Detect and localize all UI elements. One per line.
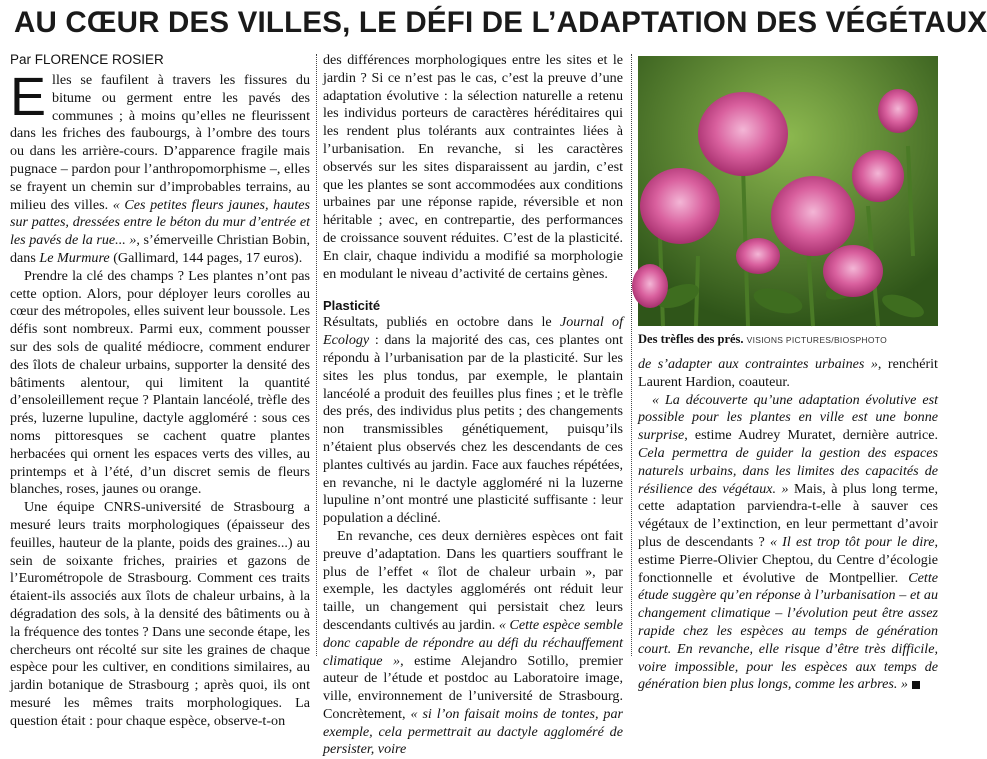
paragraph: Une équipe CNRS-université de Strasbourg a mesuré leurs traits morphologiques (épaisseur des feuilles, hauteur de la plante, poids des graines...) au sein de soixante friches, prairies et gazons de l’Eurométropole de Strasbourg. Comment ces traits étaient-ils associés aux îlots de chaleur urbains, à la dégradation des sols, à la densité des bâtiments ou à la fréquence des tontes ? Dans une seconde étape, les chercheurs ont récolté sur site les graines de chaque espèce pour les cultiver, en conditions similaires, au jardin botanique de Strasbourg ; après quoi, ils ont mesuré les mêmes traits morphologiques. La question était : pour chaque espèce, observe-t-on [10,499,310,729]
column-2 [323,52,623,758]
paragraph: « La découverte qu’une adaptation évolutive est possible pour les plantes en ville est une bonne surprise, estime Audrey Muratet, dernière autrice. Cela permettra de guider la gestion des espaces naturels urbains, dans les limites des capacités de résilience des végétaux. » Mais, à plus long terme, cette adaptation parviendra-t-elle à sauver ces végétaux de l’extinction, en leur permettant d’avoir plus de descendants ? « Il est trop tôt pour le dire, estime Pierre-Olivier Cheptou, du Centre d’écologie fonctionnelle et évolutive de Montpellier. Cette étude suggère qu’en réponse à l’urbanisation – et au changement climatique – l’évolution peut être assez rapide chez les espèces au temps de génération court. En revanche, elle risque d’être très difficile, voire impossible, pour les espèces aux temps de génération bien plus longs, comme les arbres. » [638,391,938,693]
subheading: Plasticité [323,298,381,314]
drop-cap: E [10,67,47,127]
column-1 [10,67,310,729]
clover-photo [638,56,938,326]
photo-caption: Des trèfles des prés. VISIONS PICTURES/BIOSPHOTO [638,332,888,346]
end-mark [912,681,920,689]
paragraph: Résultats, publiés en octobre dans le Journal of Ecology : dans la majorité des cas, ces plantes ont répondu à l’urbanisation par de la plasticité. Sur les sites les plus tondus, par exemple, le plantain lancéolé a produit des feuilles plus fines ; et le trèfle des prés, des individus plus petits ; des changements non transmissibles génétiquement, puisqu’ils n’étaient plus observés chez les descendants de ces plantes cultivés au jardin. Face aux fauches répétées, en revanche, ni le dactyle aggloméré ni la luzerne lupuline n’ont montré une plasticité suffisante : leur population a décliné. [323,314,623,527]
photo-credit: VISIONS PICTURES/BIOSPHOTO [746,335,888,345]
column-divider [631,54,632,656]
paragraph: Prendre la clé des champs ? Les plantes n’ont pas cette option. Alors, pour déployer leurs corolles au cœur des métropoles, elles suivent leur boussole. Les défis sont nombreux. Parmi eux, comment pousser sur des sols de qualité médiocre, comment endurer des îlots de chaleur urbains, supporter la densité des bâtiments alentour, qui limitent la quantité d’ensoleillement reçue ? Plantain lancéolé, trèfle des prés, luzerne lupuline, dactyle aggloméré : sous ces noms pittoresques se cachent quatre plantes herbacées qui ornent les espaces verts des villes, au printemps et à l’été, d’un discret semis de fleurs blanches, roses, jaunes ou orange. [10,267,310,498]
paragraph: de s’adapter aux contraintes urbaines », renchérit Laurent Hardion, coauteur. [638,356,938,390]
paragraph: Elles se faufilent à travers les fissures du bitume ou germent entre les pavés des communes ; à moins qu’elles ne fleurissent dans les friches des faubourgs, à l’ombre des tours ou dans les arrière-cours. D’apparence fragile mais pugnace – pardon pour l’anthropomorphisme –, elles se frayent un chemin sur d’improbables terrains, au milieu des villes. « Ces petites fleurs jaunes, hautes sur pattes, dressées entre le béton du mur d’entrée et les pavés de la rue... », s’émerveille Christian Bobin, dans Le Murmure (Gallimard, 144 pages, 17 euros). [10,67,310,266]
headline: AU CŒUR DES VILLES, LE DÉFI DE L’ADAPTATION DES VÉGÉTAUX [14,6,987,39]
clover-illustration [638,56,938,326]
byline: Par FLORENCE ROSIER [10,52,164,67]
column-divider [316,54,317,656]
paragraph: En revanche, ces deux dernières espèces ont fait preuve d’adaptation. Dans les quartiers souffrant le plus de l’effet « îlot de chaleur urbain », par exemple, les dactyles agglomérés ont réduit leur taille, un changement qui persistait chez leurs descendants cultivés au jardin. « Cette espèce semble donc capable de répondre au défi du réchauffement climatique », estime Alejandro Sotillo, premier auteur de l’étude et postdoc au Laboratoire image, ville, environnement de l’université de Strasbourg. Concrètement, « si l’on faisait moins de tontes, par exemple, cela permettrait au dactyle aggloméré de persister, voire [323,527,623,758]
column-3 [638,356,938,693]
paragraph: des différences morphologiques entre les sites et le jardin ? Si ce n’est pas le cas, c’est la preuve d’une adaptation évolutive : la sélection naturelle a retenu les individus porteurs de caractères héréditaires qui les rendent plus tolérants aux contraintes liées à l’urbanisation. En revanche, si les caractères observés sur les sites disparaissent au jardin, c’est que les plantes se sont accommodées aux conditions urbaines par une réponse rapide, réversible et non héritable ; avec, en contrepartie, des performances de croissance souvent réduites. C’est de la plasticité. En clair, chaque individu a modifié sa morphologie en modulant le niveau d’activité de certains gènes. [323,52,623,282]
